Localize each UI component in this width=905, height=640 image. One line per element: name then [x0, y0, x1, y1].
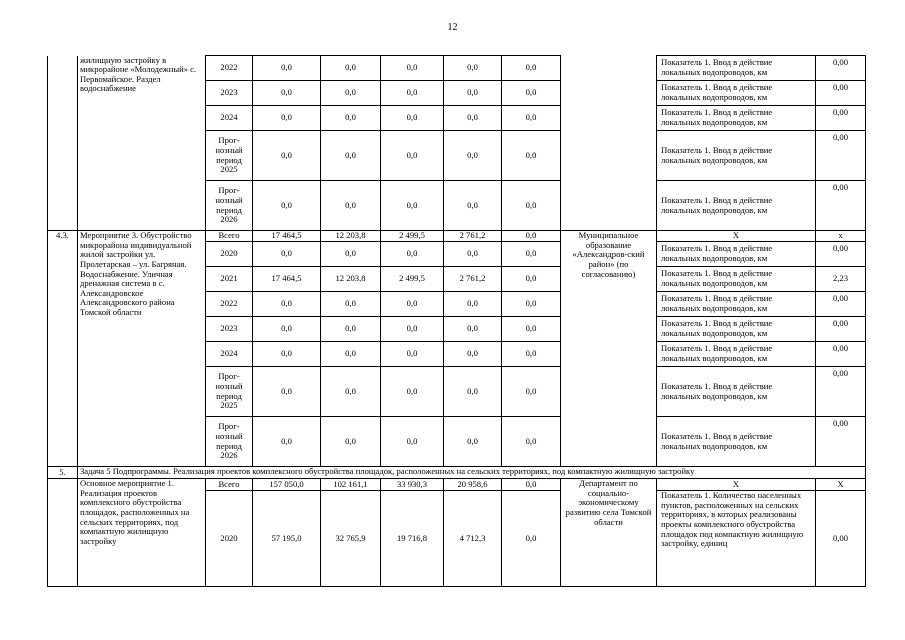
- value-cell: 0,0: [502, 242, 561, 267]
- value-cell: 0,0: [502, 479, 561, 491]
- value-cell: 0,0: [381, 181, 444, 231]
- value-cell: 0,0: [444, 292, 502, 317]
- value-cell: 0,0: [321, 106, 381, 131]
- indicator-cell: Показатель 1. Ввод в действие локальных водопроводов, км: [657, 106, 816, 131]
- indicator-cell: Показатель 1. Ввод в действие локальных водопроводов, км: [657, 367, 816, 417]
- indicator-value: 2,23: [816, 267, 866, 292]
- value-cell: 0,0: [321, 56, 381, 81]
- value-cell: 0,0: [381, 417, 444, 467]
- period-cell: 2023: [206, 81, 253, 106]
- period-cell: 2022: [206, 56, 253, 81]
- value-cell: 32 765,9: [321, 491, 381, 587]
- value-cell: 0,0: [253, 106, 321, 131]
- num-cell: [48, 479, 78, 587]
- program-table: [47, 55, 866, 587]
- value-cell: 0,0: [381, 342, 444, 367]
- indicator-cell: Показатель 1. Ввод в действие локальных водопроводов, км: [657, 417, 816, 467]
- indicator-value: 0,00: [816, 292, 866, 317]
- value-cell: 0,0: [253, 292, 321, 317]
- indicator-cell: Показатель 1. Ввод в действие локальных водопроводов, км: [657, 342, 816, 367]
- value-cell: 0,0: [381, 56, 444, 81]
- value-cell: 0,0: [381, 317, 444, 342]
- value-cell: 17 464,5: [253, 267, 321, 292]
- value-cell: 0,0: [321, 242, 381, 267]
- measure-number: 4.3.: [48, 231, 78, 467]
- value-cell: 0,0: [444, 367, 502, 417]
- value-cell: 0,0: [502, 81, 561, 106]
- measure-description: жилищную застройку в микрорайоне «Молодежный» с. Первомайское. Раздел водоснабжение: [78, 56, 206, 231]
- value-cell: 157 050,0: [253, 479, 321, 491]
- period-cell: Прог-нозный период 2026: [206, 181, 253, 231]
- indicator-cell: Показатель 1. Ввод в действие локальных водопроводов, км: [657, 317, 816, 342]
- value-cell: 0,0: [253, 342, 321, 367]
- indicator-value: 0,00: [816, 181, 866, 231]
- value-cell: 0,0: [444, 342, 502, 367]
- value-cell: 0,0: [381, 131, 444, 181]
- value-cell: 0,0: [444, 56, 502, 81]
- indicator-cell: Показатель 1. Ввод в действие локальных водопроводов, км: [657, 81, 816, 106]
- value-cell: 0,0: [381, 367, 444, 417]
- indicator-cell: Показатель 1. Ввод в действие локальных водопроводов, км: [657, 56, 816, 81]
- value-cell: 0,0: [381, 81, 444, 106]
- indicator-value: 0,00: [816, 367, 866, 417]
- indicator-cell: Показатель 1. Ввод в действие локальных водопроводов, км: [657, 292, 816, 317]
- value-cell: 0,0: [253, 181, 321, 231]
- period-cell: 2024: [206, 106, 253, 131]
- period-cell: Прог-нозный период 2025: [206, 367, 253, 417]
- value-cell: 0,0: [253, 367, 321, 417]
- value-cell: 0,0: [321, 417, 381, 467]
- value-cell: 0,0: [502, 131, 561, 181]
- value-cell: 0,0: [321, 317, 381, 342]
- indicator-value: 0,00: [816, 131, 866, 181]
- value-cell: 0,0: [502, 417, 561, 467]
- value-cell: 0,0: [321, 81, 381, 106]
- period-cell: Всего: [206, 231, 253, 242]
- task-title: Задача 5 Подпрограммы. Реализация проектов комплексного обустройства площадок, расположенных на сельских территориях, под компактную жилищную застройку: [78, 467, 866, 479]
- table-row: [48, 479, 866, 491]
- value-cell: 0,0: [502, 292, 561, 317]
- value-cell: 0,0: [502, 56, 561, 81]
- value-cell: 0,0: [444, 131, 502, 181]
- value-cell: 33 930,3: [381, 479, 444, 491]
- value-cell: 0,0: [444, 417, 502, 467]
- value-cell: 0,0: [321, 367, 381, 417]
- value-cell: 0,0: [321, 342, 381, 367]
- value-cell: 2 761,2: [444, 231, 502, 242]
- table-row: [48, 231, 866, 242]
- value-cell: 0,0: [444, 81, 502, 106]
- value-cell: 0,0: [253, 317, 321, 342]
- period-cell: Всего: [206, 479, 253, 491]
- indicator-cell: Х: [657, 479, 816, 491]
- period-cell: Прог-нозный период 2025: [206, 131, 253, 181]
- executor-cell: Муниципальное образование «Александров-ский район» (по согласованию): [561, 231, 657, 467]
- value-cell: 0,0: [502, 231, 561, 242]
- period-cell: 2020: [206, 491, 253, 587]
- value-cell: 0,0: [502, 267, 561, 292]
- measure-description: Мероприятие 3. Обустройство микрорайона индивидуальной жилой застройки ул. Пролетарская – ул. Багряная. Водоснабжение. Уличная дренажная система в с. Александровское Александровского района Томской области: [78, 231, 206, 467]
- value-cell: 0,0: [444, 242, 502, 267]
- value-cell: 0,0: [321, 181, 381, 231]
- indicator-value: Х: [816, 479, 866, 491]
- value-cell: 0,0: [321, 292, 381, 317]
- value-cell: 19 716,8: [381, 491, 444, 587]
- value-cell: 0,0: [253, 417, 321, 467]
- task-number: 5.: [48, 467, 78, 479]
- indicator-cell: Показатель 1. Ввод в действие локальных водопроводов, км: [657, 181, 816, 231]
- indicator-cell: Показатель 1. Количество населенных пунктов, расположенных на сельских территориях, в которых реализованы проекты комплексного обустройства площадок под компактную жилищную застройку, единиц: [657, 491, 816, 587]
- value-cell: 57 195,0: [253, 491, 321, 587]
- indicator-cell: Показатель 1. Ввод в действие локальных водопроводов, км: [657, 131, 816, 181]
- indicator-value: 0,00: [816, 417, 866, 467]
- indicator-cell: Показатель 1. Ввод в действие локальных водопроводов, км: [657, 242, 816, 267]
- value-cell: 0,0: [502, 342, 561, 367]
- period-cell: Прог-нозный период 2026: [206, 417, 253, 467]
- num-cell: [48, 56, 78, 231]
- value-cell: 0,0: [381, 242, 444, 267]
- value-cell: 2 761,2: [444, 267, 502, 292]
- value-cell: 0,0: [502, 317, 561, 342]
- indicator-value: 0,00: [816, 317, 866, 342]
- indicator-value: 0,00: [816, 81, 866, 106]
- value-cell: 0,0: [381, 292, 444, 317]
- page-number: 12: [447, 22, 458, 33]
- value-cell: 12 203,8: [321, 267, 381, 292]
- value-cell: 0,0: [321, 131, 381, 181]
- indicator-value: х: [816, 231, 866, 242]
- indicator-value: 0,00: [816, 242, 866, 267]
- value-cell: 12 203,8: [321, 231, 381, 242]
- period-cell: 2021: [206, 267, 253, 292]
- value-cell: 2 499,5: [381, 267, 444, 292]
- indicator-cell: Х: [657, 231, 816, 242]
- table-row: [48, 56, 866, 81]
- value-cell: 102 161,1: [321, 479, 381, 491]
- value-cell: 20 958,6: [444, 479, 502, 491]
- task-row: [48, 467, 866, 479]
- indicator-value: 0,00: [816, 106, 866, 131]
- executor-cell: [561, 56, 657, 231]
- value-cell: 0,0: [444, 317, 502, 342]
- indicator-value: 0,00: [816, 491, 866, 587]
- value-cell: 0,0: [253, 131, 321, 181]
- period-cell: 2020: [206, 242, 253, 267]
- indicator-value: 0,00: [816, 342, 866, 367]
- period-cell: 2023: [206, 317, 253, 342]
- value-cell: 0,0: [502, 491, 561, 587]
- value-cell: 0,0: [253, 242, 321, 267]
- value-cell: 0,0: [444, 181, 502, 231]
- period-cell: 2022: [206, 292, 253, 317]
- value-cell: 2 499,5: [381, 231, 444, 242]
- value-cell: 0,0: [502, 181, 561, 231]
- value-cell: 0,0: [502, 106, 561, 131]
- value-cell: 4 712,3: [444, 491, 502, 587]
- executor-cell: Департамент по социально-экономическому развитию села Томской области: [561, 479, 657, 587]
- period-cell: 2024: [206, 342, 253, 367]
- indicator-value: 0,00: [816, 56, 866, 81]
- indicator-cell: Показатель 1. Ввод в действие локальных водопроводов, км: [657, 267, 816, 292]
- measure-description: Основное мероприятие 1. Реализация проектов комплексного обустройства площадок, расположенных на сельских территориях, под компактную жилищную застройку: [78, 479, 206, 587]
- value-cell: 0,0: [253, 56, 321, 81]
- value-cell: 0,0: [253, 81, 321, 106]
- value-cell: 0,0: [381, 106, 444, 131]
- value-cell: 17 464,5: [253, 231, 321, 242]
- value-cell: 0,0: [502, 367, 561, 417]
- value-cell: 0,0: [444, 106, 502, 131]
